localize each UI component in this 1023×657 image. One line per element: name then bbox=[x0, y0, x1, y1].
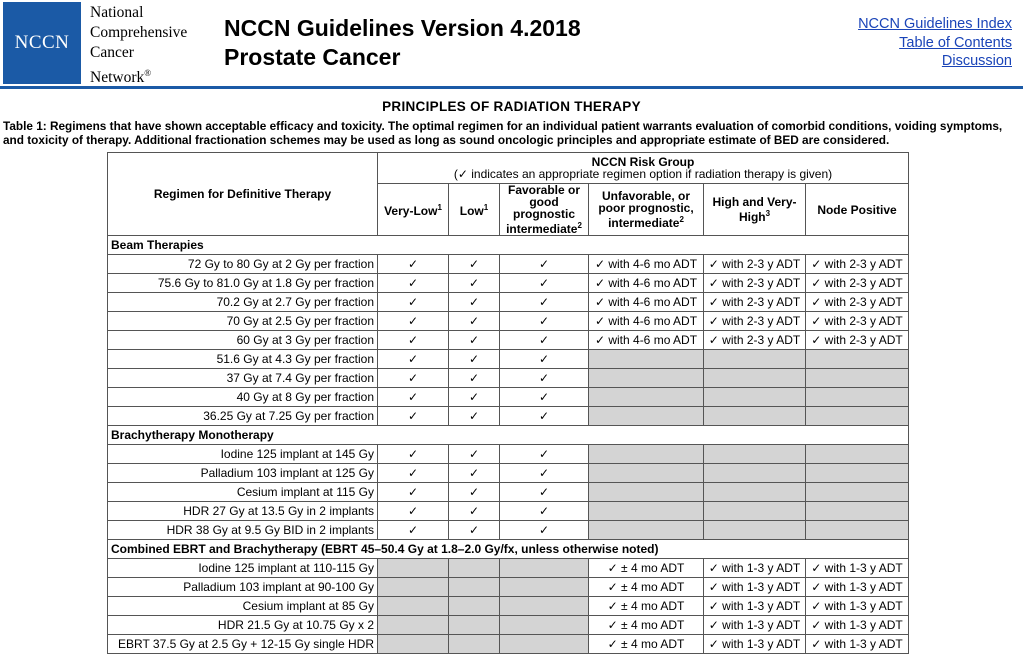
option-cell: ✓ with 2-3 y ADT bbox=[806, 274, 909, 293]
option-cell: ✓ with 4-6 mo ADT bbox=[589, 255, 704, 274]
title-line: Prostate Cancer bbox=[224, 44, 401, 70]
column-header bbox=[589, 184, 704, 236]
option-cell: ✓ with 1-3 y ADT bbox=[806, 597, 909, 616]
not-applicable-cell bbox=[378, 635, 449, 654]
table-row bbox=[108, 445, 909, 464]
option-cell: ✓ bbox=[449, 293, 500, 312]
option-cell: ✓ with 4-6 mo ADT bbox=[589, 312, 704, 331]
column-label: High and Very-High bbox=[712, 195, 797, 224]
option-cell: ✓ with 1-3 y ADT bbox=[806, 616, 909, 635]
not-applicable-cell bbox=[806, 464, 909, 483]
not-applicable-cell bbox=[589, 445, 704, 464]
not-applicable-cell bbox=[589, 464, 704, 483]
not-applicable-cell bbox=[500, 559, 589, 578]
regimen-cell: 51.6 Gy at 4.3 Gy per fraction bbox=[108, 350, 378, 369]
option-cell: ✓ with 4-6 mo ADT bbox=[589, 331, 704, 350]
not-applicable-cell bbox=[589, 407, 704, 426]
group-header: Brachytherapy Monotherapy bbox=[108, 426, 909, 445]
option-cell: ✓ bbox=[500, 274, 589, 293]
not-applicable-cell bbox=[704, 388, 806, 407]
table-row bbox=[108, 350, 909, 369]
risk-group-note: (✓ indicates an appropriate regimen option if radiation therapy is given) bbox=[453, 167, 833, 181]
table-row bbox=[108, 502, 909, 521]
footnote-marker: 2 bbox=[679, 215, 684, 224]
not-applicable-cell bbox=[704, 407, 806, 426]
option-cell: ✓ bbox=[500, 502, 589, 521]
regimen-cell: HDR 27 Gy at 13.5 Gy in 2 implants bbox=[108, 502, 378, 521]
regimen-cell: Palladium 103 implant at 125 Gy bbox=[108, 464, 378, 483]
option-cell: ✓ bbox=[500, 331, 589, 350]
column-header bbox=[378, 184, 449, 236]
option-cell: ✓ bbox=[449, 369, 500, 388]
table-row bbox=[108, 464, 909, 483]
risk-group-title: NCCN Risk Group bbox=[591, 155, 695, 169]
table-row bbox=[108, 388, 909, 407]
regimen-cell: 36.25 Gy at 7.25 Gy per fraction bbox=[108, 407, 378, 426]
not-applicable-cell bbox=[500, 597, 589, 616]
registered-mark: ® bbox=[144, 68, 152, 78]
risk-group-header bbox=[378, 153, 909, 184]
option-cell: ✓ bbox=[500, 312, 589, 331]
guidelines-index-link[interactable]: NCCN Guidelines Index bbox=[858, 16, 1012, 32]
table-row bbox=[108, 521, 909, 540]
not-applicable-cell bbox=[449, 559, 500, 578]
option-cell: ✓ bbox=[378, 445, 449, 464]
option-cell: ✓ bbox=[378, 331, 449, 350]
not-applicable-cell bbox=[589, 350, 704, 369]
not-applicable-cell bbox=[500, 616, 589, 635]
not-applicable-cell bbox=[378, 578, 449, 597]
option-cell: ✓ ± 4 mo ADT bbox=[589, 559, 704, 578]
table-row bbox=[108, 578, 909, 597]
option-cell: ✓ with 1-3 y ADT bbox=[806, 559, 909, 578]
option-cell: ✓ bbox=[378, 369, 449, 388]
not-applicable-cell bbox=[589, 521, 704, 540]
option-cell: ✓ bbox=[500, 407, 589, 426]
regimen-cell: 72 Gy to 80 Gy at 2 Gy per fraction bbox=[108, 255, 378, 274]
table-row bbox=[108, 616, 909, 635]
option-cell: ✓ bbox=[378, 502, 449, 521]
regimen-cell: 60 Gy at 3 Gy per fraction bbox=[108, 331, 378, 350]
option-cell: ✓ bbox=[500, 521, 589, 540]
table-row bbox=[108, 293, 909, 312]
option-cell: ✓ ± 4 mo ADT bbox=[589, 635, 704, 654]
not-applicable-cell bbox=[378, 559, 449, 578]
option-cell: ✓ with 2-3 y ADT bbox=[704, 312, 806, 331]
table-row bbox=[108, 255, 909, 274]
not-applicable-cell bbox=[500, 635, 589, 654]
not-applicable-cell bbox=[449, 635, 500, 654]
table-row bbox=[108, 635, 909, 654]
option-cell: ✓ with 2-3 y ADT bbox=[704, 293, 806, 312]
nccn-logo: NCCN bbox=[3, 2, 81, 84]
not-applicable-cell bbox=[589, 483, 704, 502]
not-applicable-cell bbox=[806, 388, 909, 407]
option-cell: ✓ bbox=[449, 388, 500, 407]
option-cell: ✓ bbox=[500, 369, 589, 388]
option-cell: ✓ bbox=[500, 464, 589, 483]
not-applicable-cell bbox=[704, 502, 806, 521]
option-cell: ✓ bbox=[378, 464, 449, 483]
regimen-cell: Iodine 125 implant at 110-115 Gy bbox=[108, 559, 378, 578]
header-divider bbox=[0, 86, 1023, 89]
table-row bbox=[108, 274, 909, 293]
table-caption: Table 1: Regimens that have shown acceptable efficacy and toxicity. The optimal regimen for an individual patient warrants evaluation of comorbid conditions, voiding symptoms, and toxicity of therapy. Additional fractionation schemes may be used as long as sound oncologic principles and appropriate estimate of BED are considered. bbox=[3, 119, 1003, 147]
option-cell: ✓ with 1-3 y ADT bbox=[704, 616, 806, 635]
table-row bbox=[108, 331, 909, 350]
option-cell: ✓ bbox=[449, 521, 500, 540]
regimen-cell: HDR 21.5 Gy at 10.75 Gy x 2 bbox=[108, 616, 378, 635]
option-cell: ✓ bbox=[449, 483, 500, 502]
column-label: Very-Low bbox=[384, 204, 438, 218]
regimen-cell: HDR 38 Gy at 9.5 Gy BID in 2 implants bbox=[108, 521, 378, 540]
not-applicable-cell bbox=[806, 502, 909, 521]
org-line: Comprehensive bbox=[90, 24, 188, 41]
option-cell: ✓ with 1-3 y ADT bbox=[704, 635, 806, 654]
not-applicable-cell bbox=[704, 521, 806, 540]
option-cell: ✓ bbox=[449, 312, 500, 331]
option-cell: ✓ bbox=[449, 502, 500, 521]
option-cell: ✓ with 1-3 y ADT bbox=[806, 635, 909, 654]
table-row bbox=[108, 369, 909, 388]
regimen-cell: 70 Gy at 2.5 Gy per fraction bbox=[108, 312, 378, 331]
title-line: NCCN Guidelines Version 4.2018 bbox=[224, 15, 581, 41]
option-cell: ✓ with 2-3 y ADT bbox=[806, 331, 909, 350]
table-of-contents-link[interactable]: Table of Contents bbox=[899, 34, 1012, 51]
not-applicable-cell bbox=[806, 350, 909, 369]
option-cell: ✓ ± 4 mo ADT bbox=[589, 578, 704, 597]
column-label: Favorable or good prognostic intermediate bbox=[506, 183, 581, 236]
column-label: Low bbox=[459, 204, 484, 218]
option-cell: ✓ bbox=[378, 388, 449, 407]
column-label: Unfavorable, or poor prognostic, intermediate bbox=[598, 189, 694, 230]
not-applicable-cell bbox=[500, 578, 589, 597]
not-applicable-cell bbox=[704, 483, 806, 502]
org-line: Cancer bbox=[90, 44, 134, 61]
footnote-marker: 1 bbox=[483, 203, 489, 212]
not-applicable-cell bbox=[449, 578, 500, 597]
not-applicable-cell bbox=[589, 502, 704, 521]
not-applicable-cell bbox=[704, 464, 806, 483]
option-cell: ✓ bbox=[449, 350, 500, 369]
option-cell: ✓ with 2-3 y ADT bbox=[704, 274, 806, 293]
option-cell: ✓ bbox=[449, 255, 500, 274]
option-cell: ✓ bbox=[378, 293, 449, 312]
option-cell: ✓ bbox=[378, 312, 449, 331]
option-cell: ✓ bbox=[378, 274, 449, 293]
org-line: Network® bbox=[90, 68, 152, 87]
org-name bbox=[90, 3, 187, 88]
regimen-cell: Cesium implant at 85 Gy bbox=[108, 597, 378, 616]
group-header: Combined EBRT and Brachytherapy (EBRT 45–50.4 Gy at 1.8–2.0 Gy/fx, unless otherwise noted) bbox=[108, 540, 909, 559]
group-header: Beam Therapies bbox=[108, 236, 909, 255]
not-applicable-cell bbox=[589, 388, 704, 407]
not-applicable-cell bbox=[806, 407, 909, 426]
regimen-cell: EBRT 37.5 Gy at 2.5 Gy + 12-15 Gy single HDR bbox=[108, 635, 378, 654]
page-title bbox=[224, 14, 581, 72]
regimen-table bbox=[107, 152, 909, 654]
not-applicable-cell bbox=[806, 483, 909, 502]
option-cell: ✓ ± 4 mo ADT bbox=[589, 616, 704, 635]
table-row bbox=[108, 407, 909, 426]
option-cell: ✓ bbox=[378, 255, 449, 274]
regimen-cell: 37 Gy at 7.4 Gy per fraction bbox=[108, 369, 378, 388]
column-header bbox=[500, 184, 589, 236]
option-cell: ✓ with 1-3 y ADT bbox=[806, 578, 909, 597]
regimen-cell: Palladium 103 implant at 90-100 Gy bbox=[108, 578, 378, 597]
option-cell: ✓ with 1-3 y ADT bbox=[704, 597, 806, 616]
column-header bbox=[806, 184, 909, 236]
regimen-header: Regimen for Definitive Therapy bbox=[108, 153, 378, 236]
option-cell: ✓ with 4-6 mo ADT bbox=[589, 274, 704, 293]
option-cell: ✓ ± 4 mo ADT bbox=[589, 597, 704, 616]
regimen-cell: Iodine 125 implant at 145 Gy bbox=[108, 445, 378, 464]
not-applicable-cell bbox=[806, 521, 909, 540]
option-cell: ✓ bbox=[500, 445, 589, 464]
not-applicable-cell bbox=[704, 369, 806, 388]
table-row bbox=[108, 483, 909, 502]
option-cell: ✓ bbox=[449, 274, 500, 293]
table-row bbox=[108, 312, 909, 331]
option-cell: ✓ bbox=[378, 407, 449, 426]
column-label: Node Positive bbox=[817, 202, 897, 217]
discussion-link[interactable]: Discussion bbox=[941, 53, 1012, 69]
option-cell: ✓ with 2-3 y ADT bbox=[806, 293, 909, 312]
option-cell: ✓ bbox=[500, 293, 589, 312]
not-applicable-cell bbox=[378, 597, 449, 616]
column-header bbox=[449, 184, 500, 236]
option-cell: ✓ bbox=[378, 350, 449, 369]
regimen-cell: 70.2 Gy at 2.7 Gy per fraction bbox=[108, 293, 378, 312]
section-title: PRINCIPLES OF RADIATION THERAPY bbox=[382, 99, 641, 114]
not-applicable-cell bbox=[589, 369, 704, 388]
option-cell: ✓ with 1-3 y ADT bbox=[704, 578, 806, 597]
nav-links bbox=[858, 15, 1012, 71]
option-cell: ✓ with 4-6 mo ADT bbox=[589, 293, 704, 312]
option-cell: ✓ with 2-3 y ADT bbox=[806, 312, 909, 331]
footnote-marker: 3 bbox=[765, 209, 771, 218]
option-cell: ✓ bbox=[500, 255, 589, 274]
not-applicable-cell bbox=[806, 369, 909, 388]
not-applicable-cell bbox=[704, 350, 806, 369]
option-cell: ✓ bbox=[449, 407, 500, 426]
option-cell: ✓ with 1-3 y ADT bbox=[704, 559, 806, 578]
table-row bbox=[108, 559, 909, 578]
not-applicable-cell bbox=[704, 445, 806, 464]
option-cell: ✓ bbox=[378, 483, 449, 502]
column-header bbox=[704, 184, 806, 236]
not-applicable-cell bbox=[378, 616, 449, 635]
org-line: National bbox=[90, 4, 144, 21]
option-cell: ✓ bbox=[449, 331, 500, 350]
not-applicable-cell bbox=[449, 616, 500, 635]
regimen-cell: 75.6 Gy to 81.0 Gy at 1.8 Gy per fraction bbox=[108, 274, 378, 293]
option-cell: ✓ bbox=[500, 350, 589, 369]
footnote-marker: 2 bbox=[577, 221, 582, 230]
footnote-marker: 1 bbox=[437, 203, 442, 212]
not-applicable-cell bbox=[449, 597, 500, 616]
option-cell: ✓ with 2-3 y ADT bbox=[704, 331, 806, 350]
option-cell: ✓ bbox=[500, 388, 589, 407]
option-cell: ✓ with 2-3 y ADT bbox=[704, 255, 806, 274]
option-cell: ✓ bbox=[449, 464, 500, 483]
table-row bbox=[108, 597, 909, 616]
option-cell: ✓ bbox=[500, 483, 589, 502]
not-applicable-cell bbox=[806, 445, 909, 464]
option-cell: ✓ bbox=[449, 445, 500, 464]
option-cell: ✓ bbox=[378, 521, 449, 540]
regimen-cell: 40 Gy at 8 Gy per fraction bbox=[108, 388, 378, 407]
regimen-cell: Cesium implant at 115 Gy bbox=[108, 483, 378, 502]
option-cell: ✓ with 2-3 y ADT bbox=[806, 255, 909, 274]
